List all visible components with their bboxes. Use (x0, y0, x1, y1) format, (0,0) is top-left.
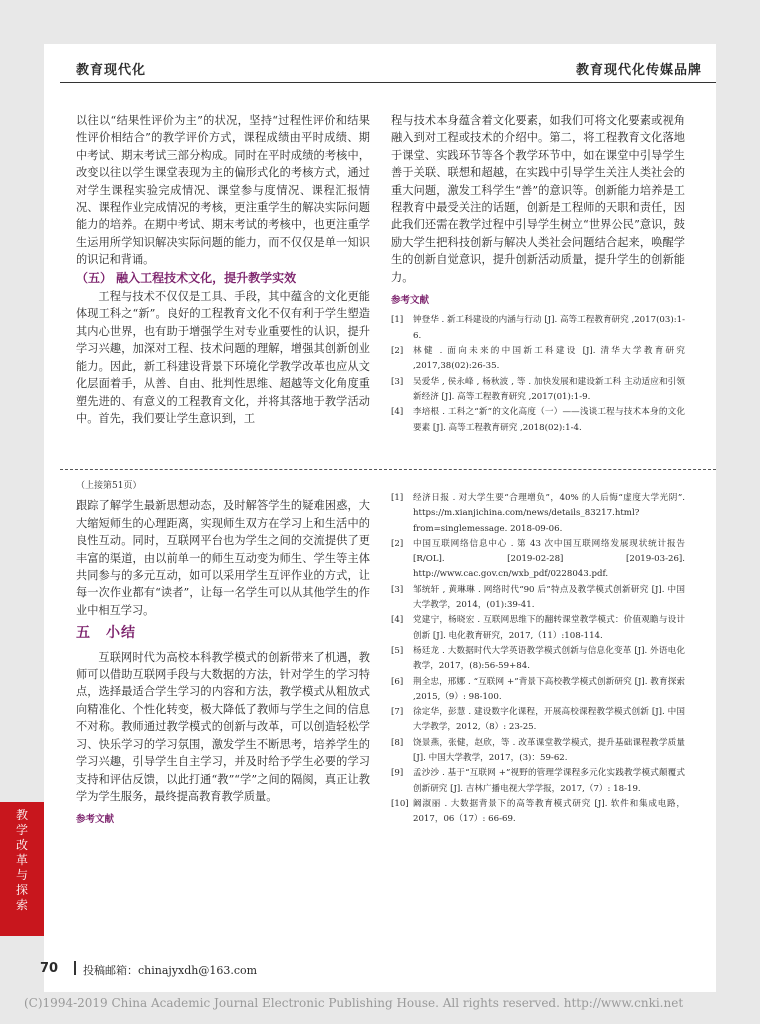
side-tab-char: 探 (15, 883, 28, 897)
page-number-divider (74, 961, 76, 975)
top-right-column (391, 112, 685, 436)
reference-item (391, 675, 685, 706)
reference-text: 徐定华，彭慧 . 建设数字化课程，开展高校课程教学模式创新 [J]. 中国大学教学，2012,（8）: 23-25. (413, 707, 685, 733)
article-divider (60, 469, 716, 470)
reference-text: 李培根 . 工科之“新”的文化高度（一）——浅谈工程与技术本身的文化要素 [J]. 高等工程教育研究 ,2018(02):1-4. (413, 407, 685, 433)
side-tab-char: 革 (15, 853, 28, 867)
continued-note: （上接第51页） (76, 481, 142, 491)
bottom-left-paragraph-1: 跟踪了解学生最新思想动态，及时解答学生的疑难困惑，大大缩短师生的心理距离，实现师生双方在学习上和生活中的良性互动。同时，互联网平台也为学生之间的交流提供了更丰富的渠道，由以前单一的师生互动变为师生、学生等主体共同参与的多元互动，如可以采用学生互评作业的方式，让每一次作业都有“读者”，让每一名学生可以从其他学生的作业中相互学习。 (76, 499, 370, 617)
journal-brand: 教育现代化传媒品牌 (575, 63, 702, 78)
side-tab-char: 索 (15, 898, 28, 912)
reference-text: 阚淑丽 . 大数据背景下的高等教育模式研究 [J]. 软件和集成电路，2017，06（17）: 66-69. (413, 798, 685, 825)
reference-item (391, 797, 685, 828)
references-heading-bottom: 参考文献 (76, 814, 115, 826)
side-tab-char: 改 (15, 838, 28, 852)
references-list-bottom (391, 491, 685, 828)
reference-item (391, 736, 685, 767)
reference-item (391, 405, 685, 436)
reference-number: [2] (391, 538, 404, 549)
reference-text: 经济日报 . 对大学生要“合理增负”，40% 的人后悔“虚度大学光阴”. https://m.xianjichina.com/news/details_83217.html?from=singlemessage. 2018-09-06. (413, 493, 685, 534)
bottom-left-paragraph-2: 互联网时代为高校本科教学模式的创新带来了机遇，教师可以借助互联网手段与大数据的方法，针对学生的学习特点，选择最适合学生学习的内容和方法，教学模式从粗放式向精准化、个性化转变，极大降低了教师与学生之间的信息不对称。教师通过教学模式的创新与改革，可以创造轻松学习、快乐学习的学习氛围，激发学生不断思考，培养学生的学习兴趣，引导学生自主学习，并及时给予学生必要的学习支持和评估反馈，以此打通“教”“学”之间的隔阂，真正让教学为学生服务，最终提高教育教学质量。 (76, 650, 370, 803)
top-left-column (76, 112, 370, 427)
submission-email: 投稿邮箱：chinajyxdh@163.com (83, 964, 258, 977)
side-tab-char: 学 (15, 823, 28, 837)
journal-title: 教育现代化 (76, 63, 147, 78)
reference-text: 杨廷龙 . 大数据时代大学英语教学模式创新与信息化变革 [J]. 外语电化教学，2017，(8):56-59+84. (413, 645, 685, 672)
section-title-summary: 五 小结 (76, 625, 136, 642)
reference-number: [3] (391, 584, 404, 595)
top-left-paragraph-2: 工程与技术不仅仅是工具、手段，其中蕴含的文化更能体现工科之“新”。良好的工程教育文化不仅有利于学生塑造其内心世界，也有助于增强学生对专业重要性的认识，提升学习兴趣，加深对工程、技术问题的理解，增强其创新创业能力。因此，新工科建设背景下环境化学教学改革也应从文化层面着手，从善、自由、批判性思维、超越等文化角度重塑先进的、有意义的工程教育文化，并将其落地于教学活动中。首先，我们要让学生意识到，工 (76, 290, 370, 425)
reference-text: 荆全忠，邢娜 . “互联网 +”背景下高校教学模式创新研究 [J]. 教育探索 ,2015,（9）: 98-100. (413, 676, 685, 702)
reference-number: [4] (391, 615, 404, 626)
reference-number: [6] (391, 676, 404, 687)
reference-text: 林健 . 面向未来的中国新工科建设 [J]. 清华大学教育研究 ,2017,38(02):26-35. (413, 346, 685, 372)
reference-item (391, 583, 685, 614)
reference-item (391, 705, 685, 736)
references-list-top (391, 313, 685, 435)
section-side-tab (0, 802, 44, 936)
reference-number: [10] (391, 798, 409, 809)
page-number: 70 (40, 961, 59, 976)
subheading-five: （五） 融入工程技术文化，提升教学实效 (76, 270, 297, 285)
reference-text: 邹统轩 , 黄琳琳 . 网络时代“90 后”特点及教学模式创新研究 [J]. 中国大学教学，2014，(01):39-41. (413, 584, 685, 611)
header-rule (60, 82, 716, 83)
reference-number: [8] (391, 737, 404, 748)
reference-number: [7] (391, 707, 404, 718)
side-tab-char: 教 (15, 808, 28, 822)
top-left-paragraph-1: 以往以“结果性评价为主”的状况，坚持“过程性评价和结果性评价相结合”的教学评价方式，课程成绩由平时成绩、期中考试、期末考试三部分构成。同时在平时成绩的考核中，改变以往以学生课堂表现为主的偏形式化的考核方式，通过对学生课程实验完成情况、课堂参与度情况、课程汇报情况、课程作业完成情况的考核，更注重学生的解决实际问题能力的培养。在期中考试、期末考试的考核中，也更注重学生运用所学知识解决实际问题的能力，而不仅仅是单一知识的识记和背诵。 (76, 114, 370, 267)
reference-item (391, 344, 685, 375)
reference-item (391, 537, 685, 583)
reference-item (391, 613, 685, 644)
reference-number: [4] (391, 407, 404, 418)
reference-item (391, 375, 685, 406)
reference-item (391, 644, 685, 675)
references-heading-top: 参考文献 (391, 295, 430, 307)
reference-text: 饶景燕，张健，赵欣，等 . 改革课堂教学模式，提升基础课程教学质量 [J]. 中国大学教学，2017，(3)：59-62. (413, 737, 685, 764)
top-right-paragraph: 程与技术本身蕴含着文化要素，如我们可将文化要素或视角融入到对工程或技术的介绍中。第二，将工程教育文化落地于课堂、实践环节等各个教学环节中，如在课堂中引导学生善于关联、联想和超越，在实践中引导学生关注人类社会的重大问题，激发工科学生“善”的意识等。创新能力培养是工程教育中最受关注的话题，创新是工程师的天职和责任，因此我们还需在教学过程中引导学生树立“世界公民”意识，鼓励大学生把科技创新与解决人类社会问题结合起来，唤醒学生的创新自觉意识，提升创新活动质量，提升学生的创新能力。 (391, 114, 685, 284)
reference-number: [9] (391, 768, 404, 779)
reference-text: 钟登华 . 新工科建设的内涵与行动 [J]. 高等工程教育研究 ,2017(03):1-6. (413, 315, 685, 341)
reference-item (391, 766, 685, 797)
reference-number: [5] (391, 645, 404, 656)
reference-number: [2] (391, 346, 404, 357)
reference-item (391, 313, 685, 344)
reference-item (391, 491, 685, 537)
reference-number: [1] (391, 315, 404, 326)
bottom-left-column (76, 478, 370, 833)
reference-number: [1] (391, 493, 404, 503)
reference-text: 吴爱华 , 侯永峰 , 杨秋波 , 等 . 加快发展和建设新工科 主动适应和引领新经济 [J]. 高等工程教育研究 ,2017(01):1-9. (413, 376, 685, 402)
copyright-watermark: (C)1994-2019 China Academic Journal Electronic Publishing House. All rights reserved. http://www.cnki.net (24, 996, 684, 1010)
reference-text: 中国互联网络信息中心 . 第 43 次中国互联网络发展现状统计报告 [R/OL]. [2019-02-28] [2019-03-26]. http://www.cac.gov.cn/wxb_pdf/0228043.pdf. (413, 538, 685, 580)
reference-text: 孟沙沙 . 基于“互联网 +”视野的管理学课程多元化实践教学模式颠覆式创新研究 [J]. 吉林广播电视大学学报，2017,（7）: 18-19. (413, 768, 685, 794)
reference-text: 党建宁，杨晓宏 . 互联网思维下的翻转课堂教学模式：价值观瞻与设计创新 [J]. 电化教育研究，2017,（11）:108-114. (413, 615, 685, 641)
side-tab-char: 与 (15, 868, 28, 882)
reference-number: [3] (391, 376, 404, 387)
